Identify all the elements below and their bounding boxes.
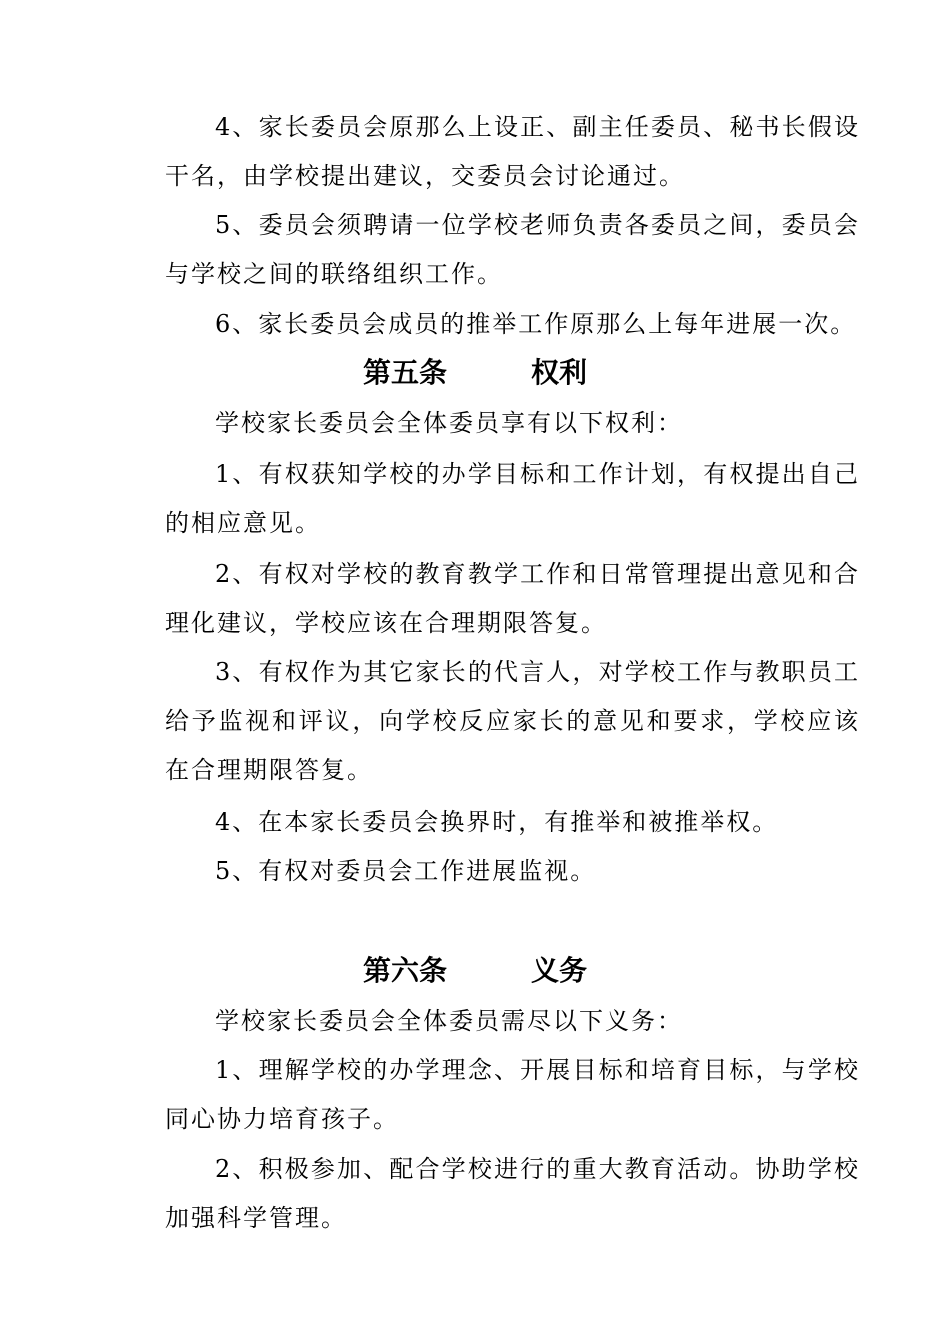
duties-item-2: 2、积极参加、配合学校进行的重大教育活动。协助学校加强科学管理。 xyxy=(165,1155,860,1232)
paragraph-annual-election: 6、家长委员会成员的推举工作原那么上每年进展一次。 xyxy=(215,310,857,338)
paragraph-vice-chair-appointment: 4、家长委员会原那么上设正、副主任委员、秘书长假设干名，由学校提出建议，交委员会讨论通过。 xyxy=(165,113,860,190)
paragraph-liaison-teacher: 5、委员会须聘请一位学校老师负责各委员之间，委员会与学校之间的联络组织工作。 xyxy=(165,211,860,288)
duties-item-1: 1、理解学校的办学理念、开展目标和培育目标，与学校同心协力培育孩子。 xyxy=(165,1056,860,1133)
rights-item-5: 5、有权对委员会工作进展监视。 xyxy=(215,857,597,885)
rights-item-1: 1、有权获知学校的办学目标和工作计划，有权提出自己的相应意见。 xyxy=(165,460,860,537)
rights-item-2: 2、有权对学校的教育教学工作和日常管理提出意见和合理化建议，学校应该在合理期限答复。 xyxy=(165,560,860,637)
rights-item-4: 4、在本家长委员会换界时，有推举和被推举权。 xyxy=(215,808,779,836)
section-heading-rights: 第五条 权利 xyxy=(362,356,587,389)
duties-intro: 学校家长委员会全体委员需尽以下义务： xyxy=(215,1007,683,1035)
section-heading-duties: 第六条 义务 xyxy=(362,954,587,987)
rights-intro: 学校家长委员会全体委员享有以下权利： xyxy=(215,409,683,437)
rights-item-3: 3、有权作为其它家长的代言人，对学校工作与教职员工给予监视和评议，向学校反应家长的意见和要求，学校应该在合理期限答复。 xyxy=(165,658,860,784)
